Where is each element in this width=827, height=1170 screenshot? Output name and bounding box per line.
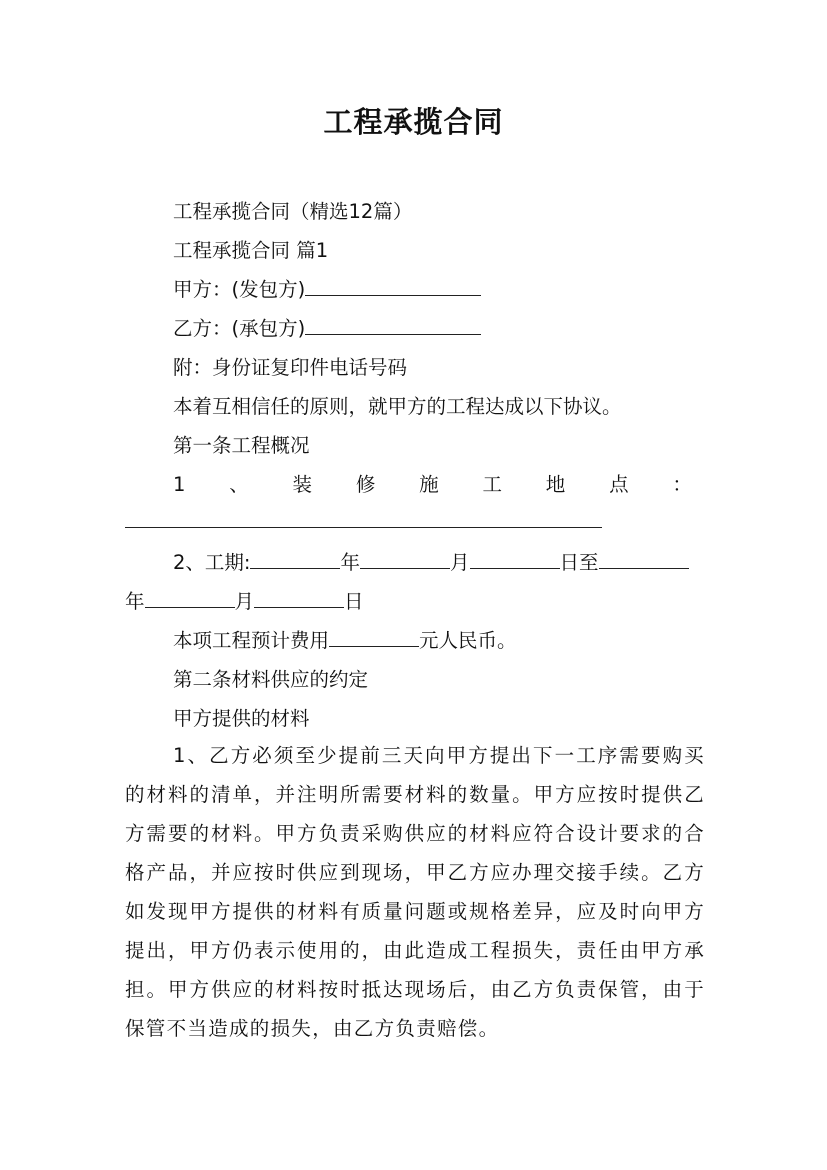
year-label: 年 — [340, 551, 360, 574]
end-year-blank — [599, 550, 689, 569]
month-label: 月 — [450, 551, 470, 574]
article1-heading: 第一条工程概况 — [173, 434, 310, 457]
item1-char: 1 — [173, 473, 186, 496]
party-b-blank — [305, 316, 481, 335]
item1-char: 装 — [292, 473, 313, 496]
end-month-blank — [145, 589, 235, 608]
start-month-blank — [360, 550, 450, 569]
cost-suffix: 元人民币。 — [419, 629, 517, 652]
end-day-label: 日 — [344, 590, 364, 613]
cost-prefix: 本项工程预计费用 — [173, 629, 330, 652]
party-a-line — [173, 270, 481, 309]
item1-char: 修 — [355, 473, 376, 496]
start-day-blank — [470, 550, 560, 569]
attachment-line: 附：身份证复印件电话号码 — [173, 356, 408, 379]
start-year-blank — [250, 550, 340, 569]
item1-char: ： — [672, 473, 692, 496]
item1-char: 、 — [229, 473, 249, 496]
end-month-label: 月 — [234, 590, 255, 613]
item1-char: 点 — [609, 473, 629, 496]
document-subtitle: 工程承揽合同（精选12篇） — [173, 200, 413, 223]
party-b-label: 乙方：(承包方) — [173, 317, 306, 340]
preamble-line: 本着互相信任的原则，就甲方的工程达成以下协议。 — [173, 395, 622, 418]
item1-char: 施 — [419, 473, 439, 496]
supply-heading: 甲方提供的材料 — [173, 707, 310, 730]
party-b-line — [173, 309, 481, 348]
item2-prefix: 2、工期: — [173, 551, 251, 574]
end-year-label: 年 — [125, 590, 145, 613]
item1-char: 地 — [545, 473, 566, 496]
party-a-label: 甲方：(发包方) — [173, 278, 306, 301]
end-day-blank — [254, 589, 344, 608]
cost-blank — [329, 628, 419, 647]
document-title: 工程承揽合同 — [323, 105, 504, 139]
location-blank — [125, 527, 602, 528]
item2-line — [173, 543, 689, 582]
day-to-label: 日至 — [559, 551, 599, 574]
cost-line — [173, 621, 517, 660]
article2-heading: 第二条材料供应的约定 — [173, 668, 369, 691]
item1-location-line — [173, 465, 692, 504]
item2-line-continued — [125, 582, 364, 621]
item1-char: 工 — [482, 473, 502, 496]
party-a-blank — [305, 277, 481, 296]
supply-paragraph: 1、乙方必须至少提前三天向甲方提出下一工序需要购买的材料的清单，并注明所需要材料的数量。甲方应按时提供乙方需要的材料。甲方负责采购供应的材料应符合设计要求的合格产品，并应按时供应到现场，甲乙方应办理交接手续。乙方如发现甲方提供的材料有质量问题或规格差异，应及时向甲方提出，甲方仍表示使用的，由此造成工程损失，责任由甲方承担。甲方供应的材料按时抵达现场后，由乙方负责保管，由于保管不当造成的损失，由乙方负责赔偿。 — [125, 744, 705, 1040]
section-heading: 工程承揽合同 篇1 — [173, 239, 329, 262]
